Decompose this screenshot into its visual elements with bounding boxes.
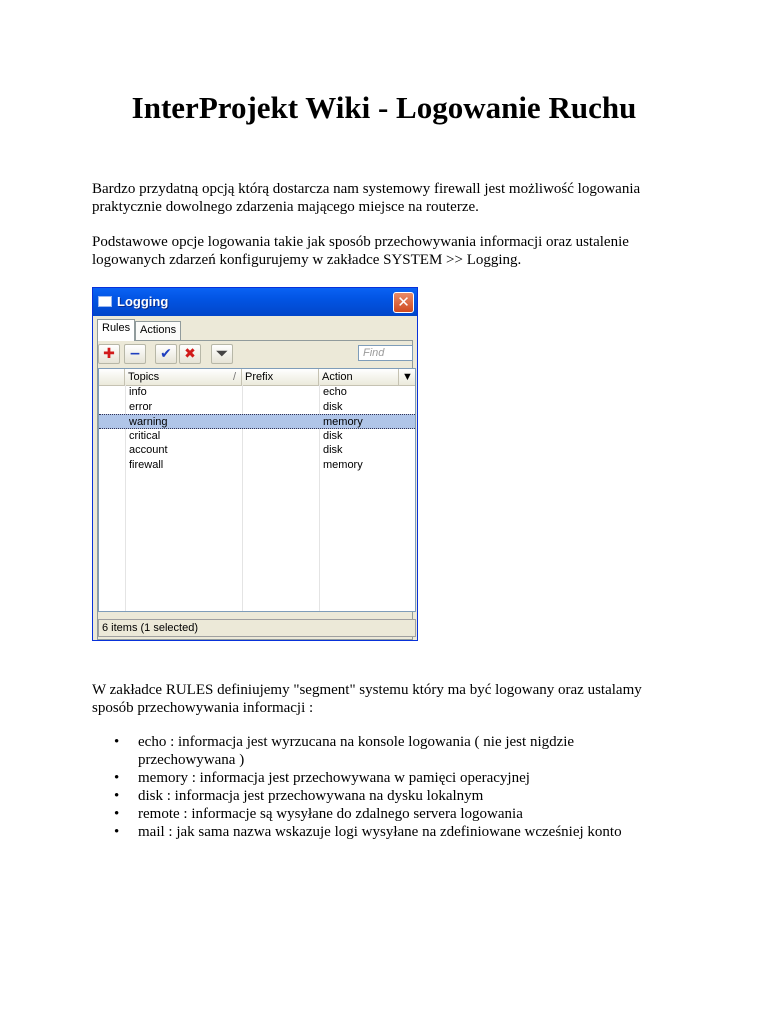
window-title: Logging (117, 294, 169, 309)
enable-button[interactable]: ✔ (155, 344, 177, 364)
table-row[interactable] (99, 443, 415, 458)
list-item (92, 733, 692, 769)
list-item-text: disk : informacja jest przechowywana na dysku lokalnym (138, 788, 484, 804)
remove-button[interactable]: − (124, 344, 146, 364)
disable-button[interactable]: ✖ (179, 344, 201, 364)
rules-paragraph-line1: W zakładce RULES definiujemy "segment" systemu który ma być logowany oraz ustalamy (92, 682, 642, 698)
list-item (92, 805, 692, 823)
intro-paragraph-1-line1: Bardzo przydatną opcją którą dostarcza nam systemowy firewall jest możliwość logowania (92, 181, 641, 197)
filter-button[interactable]: ⏷ (211, 344, 233, 364)
action-cell: echo (323, 386, 347, 398)
close-button[interactable]: ✕ (393, 292, 414, 313)
table-row[interactable] (99, 429, 415, 444)
action-cell: disk (323, 444, 343, 457)
topic-cell: info (129, 386, 147, 398)
table-row[interactable] (99, 385, 415, 400)
action-cell: disk (323, 429, 343, 442)
list-item (92, 823, 692, 841)
column-slash: / (232, 371, 236, 383)
tab-actions[interactable]: Actions (135, 321, 181, 340)
topic-cell: firewall (129, 459, 164, 471)
header-blank-cell (99, 369, 125, 385)
column-topics[interactable] (125, 369, 242, 385)
list-item-text: memory : informacja jest przechowywana w pamięci operacyjnej (138, 770, 530, 786)
window-icon (98, 296, 112, 307)
column-prefix[interactable]: Prefix (242, 369, 319, 385)
list-item (92, 769, 692, 787)
list-item-text: remote : informacje są wysyłane do zdalnego servera logowania (138, 806, 523, 822)
action-cell: memory (323, 416, 363, 429)
table-row[interactable] (99, 400, 415, 415)
logging-window (92, 287, 418, 641)
list-item-text-continued: przechowywana ) (138, 752, 245, 768)
bullet-icon: • (114, 770, 120, 786)
column-topics-label: Topics (128, 371, 160, 383)
rules-paragraph (92, 681, 692, 717)
bullet-icon: • (114, 806, 120, 822)
page-title: InterProjekt Wiki - Logowanie Ruchu (131, 90, 637, 125)
find-input[interactable]: Find (358, 345, 413, 361)
status-bar: 6 items (1 selected) (98, 619, 416, 637)
list-item-text: mail : jak sama nazwa wskazuje logi wysyłane na zdefiniowane wcześniej konto (138, 824, 622, 840)
table-row[interactable] (99, 458, 415, 473)
table-row[interactable] (99, 414, 415, 429)
add-button[interactable]: ✚ (98, 344, 120, 364)
bullet-icon: • (114, 824, 120, 840)
table-header (99, 369, 415, 386)
bullet-icon: • (114, 734, 120, 750)
intro-paragraph-2-line1: Podstawowe opcje logowania takie jak sposób przechowywania informacji oraz ustalenie (92, 234, 629, 250)
rules-paragraph-line2: sposób przechowywania informacji : (92, 700, 314, 716)
list-item-text: echo : informacja jest wyrzucana na konsole logowania ( nie jest nigdzie (138, 734, 575, 750)
action-cell: memory (323, 459, 363, 471)
action-cell: disk (323, 400, 343, 413)
tab-rules[interactable]: Rules (97, 319, 135, 341)
rules-table (98, 368, 416, 612)
intro-paragraph-2-line2: logowanych zdarzeń konfigurujemy w zakładce SYSTEM >> Logging. (92, 252, 522, 268)
column-action[interactable]: Action (319, 369, 399, 385)
window-titlebar[interactable] (93, 288, 417, 316)
topic-cell: account (129, 444, 168, 457)
intro-paragraph-1 (92, 180, 692, 216)
topic-cell: error (129, 400, 153, 413)
column-menu-icon[interactable]: ▼ (402, 371, 413, 383)
topic-cell: critical (129, 429, 161, 442)
intro-paragraph-2 (92, 233, 692, 269)
intro-paragraph-1-line2: praktycznie dowolnego zdarzenia mającego miejsce na routerze. (92, 199, 479, 215)
bullet-icon: • (114, 788, 120, 804)
topic-cell: warning (129, 416, 168, 429)
action-types-list (92, 733, 692, 841)
list-item (92, 787, 692, 805)
